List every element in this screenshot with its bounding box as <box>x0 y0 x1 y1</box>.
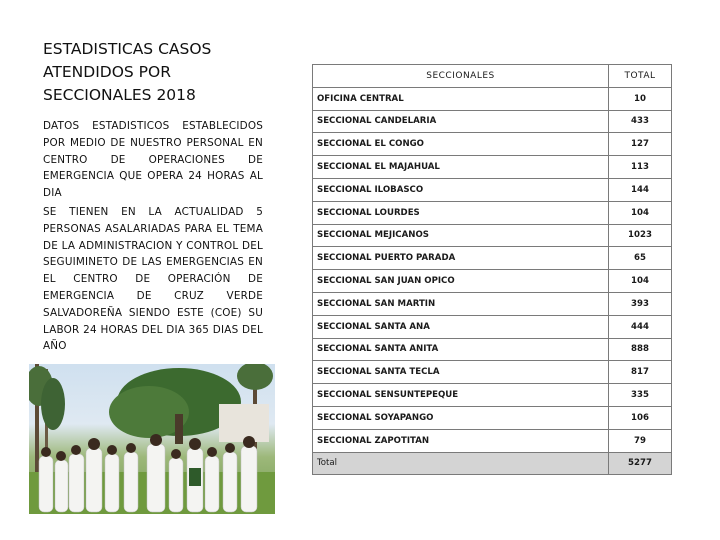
page-title: ESTADISTICAS CASOS ATENDIDOS POR SECCIONALES 2018 <box>43 40 212 104</box>
row-total: 104 <box>609 201 672 224</box>
table-row <box>313 361 672 384</box>
row-total: 433 <box>609 110 672 133</box>
row-total: 144 <box>609 178 672 201</box>
row-name: SECCIONAL SANTA ANITA <box>313 338 609 361</box>
row-name: SECCIONAL EL MAJAHUAL <box>313 156 609 179</box>
total-row <box>313 452 672 475</box>
table-row <box>313 406 672 429</box>
table-row <box>313 178 672 201</box>
table-row <box>313 133 672 156</box>
table-row <box>313 156 672 179</box>
seccionales-table <box>312 64 672 475</box>
table-row <box>313 315 672 338</box>
row-name: SECCIONAL SAN MARTIN <box>313 292 609 315</box>
table-row <box>313 338 672 361</box>
row-name: SECCIONAL EL CONGO <box>313 133 609 156</box>
row-name: SECCIONAL PUERTO PARADA <box>313 247 609 270</box>
row-total: 335 <box>609 384 672 407</box>
total-label: Total <box>313 452 609 475</box>
column-header-total: TOTAL <box>609 65 672 88</box>
row-name: SECCIONAL SANTA TECLA <box>313 361 609 384</box>
table-row <box>313 292 672 315</box>
row-name: SECCIONAL ZAPOTITAN <box>313 429 609 452</box>
row-name: OFICINA CENTRAL <box>313 87 609 110</box>
row-name: SECCIONAL SOYAPANGO <box>313 406 609 429</box>
row-total: 1023 <box>609 224 672 247</box>
row-total: 127 <box>609 133 672 156</box>
table-row <box>313 247 672 270</box>
paragraph-2: SE TIENEN EN LA ACTUALIDAD 5 PERSONAS ASALARIADAS PARA EL TEMA DE LA ADMINISTRACION Y CONTROL DEL SEGUIMINETO DE LAS EMERGENCIAS EN EL CENTRO DE OPERACIÓN DE EMERGENCIA DE CRUZ VERDE SALVADOREÑA SIENDO ESTE (COE) SU LABOR 24 HORAS DEL DIA 365 DIAS DEL AÑO <box>43 205 263 353</box>
row-name: SECCIONAL MEJICANOS <box>313 224 609 247</box>
table-header-row <box>313 65 672 88</box>
row-name: SECCIONAL ILOBASCO <box>313 178 609 201</box>
table-row <box>313 270 672 293</box>
group-photo-illustration <box>29 364 275 514</box>
row-total: 113 <box>609 156 672 179</box>
row-name: SECCIONAL SENSUNTEPEQUE <box>313 384 609 407</box>
table-row <box>313 224 672 247</box>
row-total: 65 <box>609 247 672 270</box>
row-name: SECCIONAL SANTA ANA <box>313 315 609 338</box>
table-row <box>313 110 672 133</box>
row-name: SECCIONAL LOURDES <box>313 201 609 224</box>
row-total: 888 <box>609 338 672 361</box>
row-total: 104 <box>609 270 672 293</box>
row-total: 79 <box>609 429 672 452</box>
row-total: 106 <box>609 406 672 429</box>
row-total: 393 <box>609 292 672 315</box>
table-row <box>313 429 672 452</box>
row-total: 444 <box>609 315 672 338</box>
row-total: 817 <box>609 361 672 384</box>
group-photo <box>29 364 275 514</box>
row-name: SECCIONAL CANDELARIA <box>313 110 609 133</box>
row-total: 10 <box>609 87 672 110</box>
table-row <box>313 384 672 407</box>
total-value: 5277 <box>609 452 672 475</box>
table-row <box>313 201 672 224</box>
column-header-seccionales: SECCIONALES <box>313 65 609 88</box>
row-name: SECCIONAL SAN JUAN OPICO <box>313 270 609 293</box>
table-row <box>313 87 672 110</box>
description-text <box>43 118 263 357</box>
paragraph-1: DATOS ESTADISTICOS ESTABLECIDOS POR MEDIO DE NUESTRO PERSONAL EN CENTRO DE OPERACIONES DE EMERGENCIA QUE OPERA 24 HORAS AL DIA <box>43 120 263 200</box>
